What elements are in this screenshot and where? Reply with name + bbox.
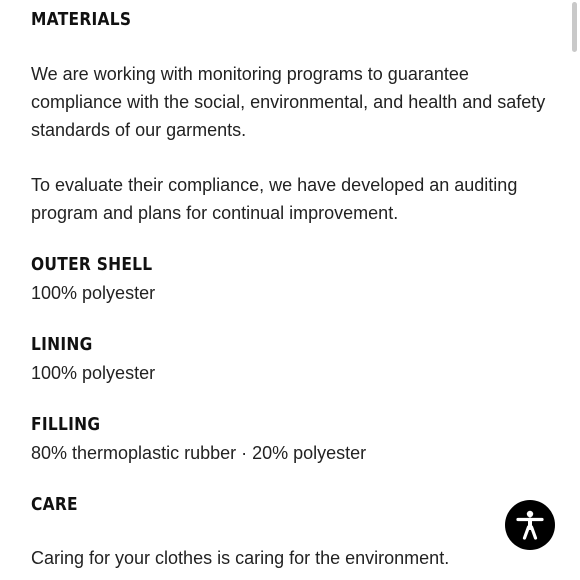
materials-paragraph-1: We are working with monitoring programs to guarantee compliance with the social, environmental, and health and safety standards of our garments. [31,64,546,140]
lining-value: 100% polyester [31,363,156,383]
care-paragraph: Caring for your clothes is caring for the environment. [31,548,450,568]
materials-heading: MATERIALS [31,9,132,30]
accessibility-icon [512,507,548,543]
lining-label: LINING [31,334,93,355]
accessibility-button[interactable] [505,500,555,550]
care-heading: CARE [31,494,78,515]
outer-shell-label: OUTER SHELL [31,254,153,275]
outer-shell-value: 100% polyester [31,283,156,303]
scrollbar[interactable] [572,2,577,52]
materials-paragraph-2: To evaluate their compliance, we have developed an auditing program and plans for continual improvement. [31,175,518,223]
filling-label: FILLING [31,414,101,435]
filling-value: 80% thermoplastic rubber · 20% polyester [31,443,367,463]
